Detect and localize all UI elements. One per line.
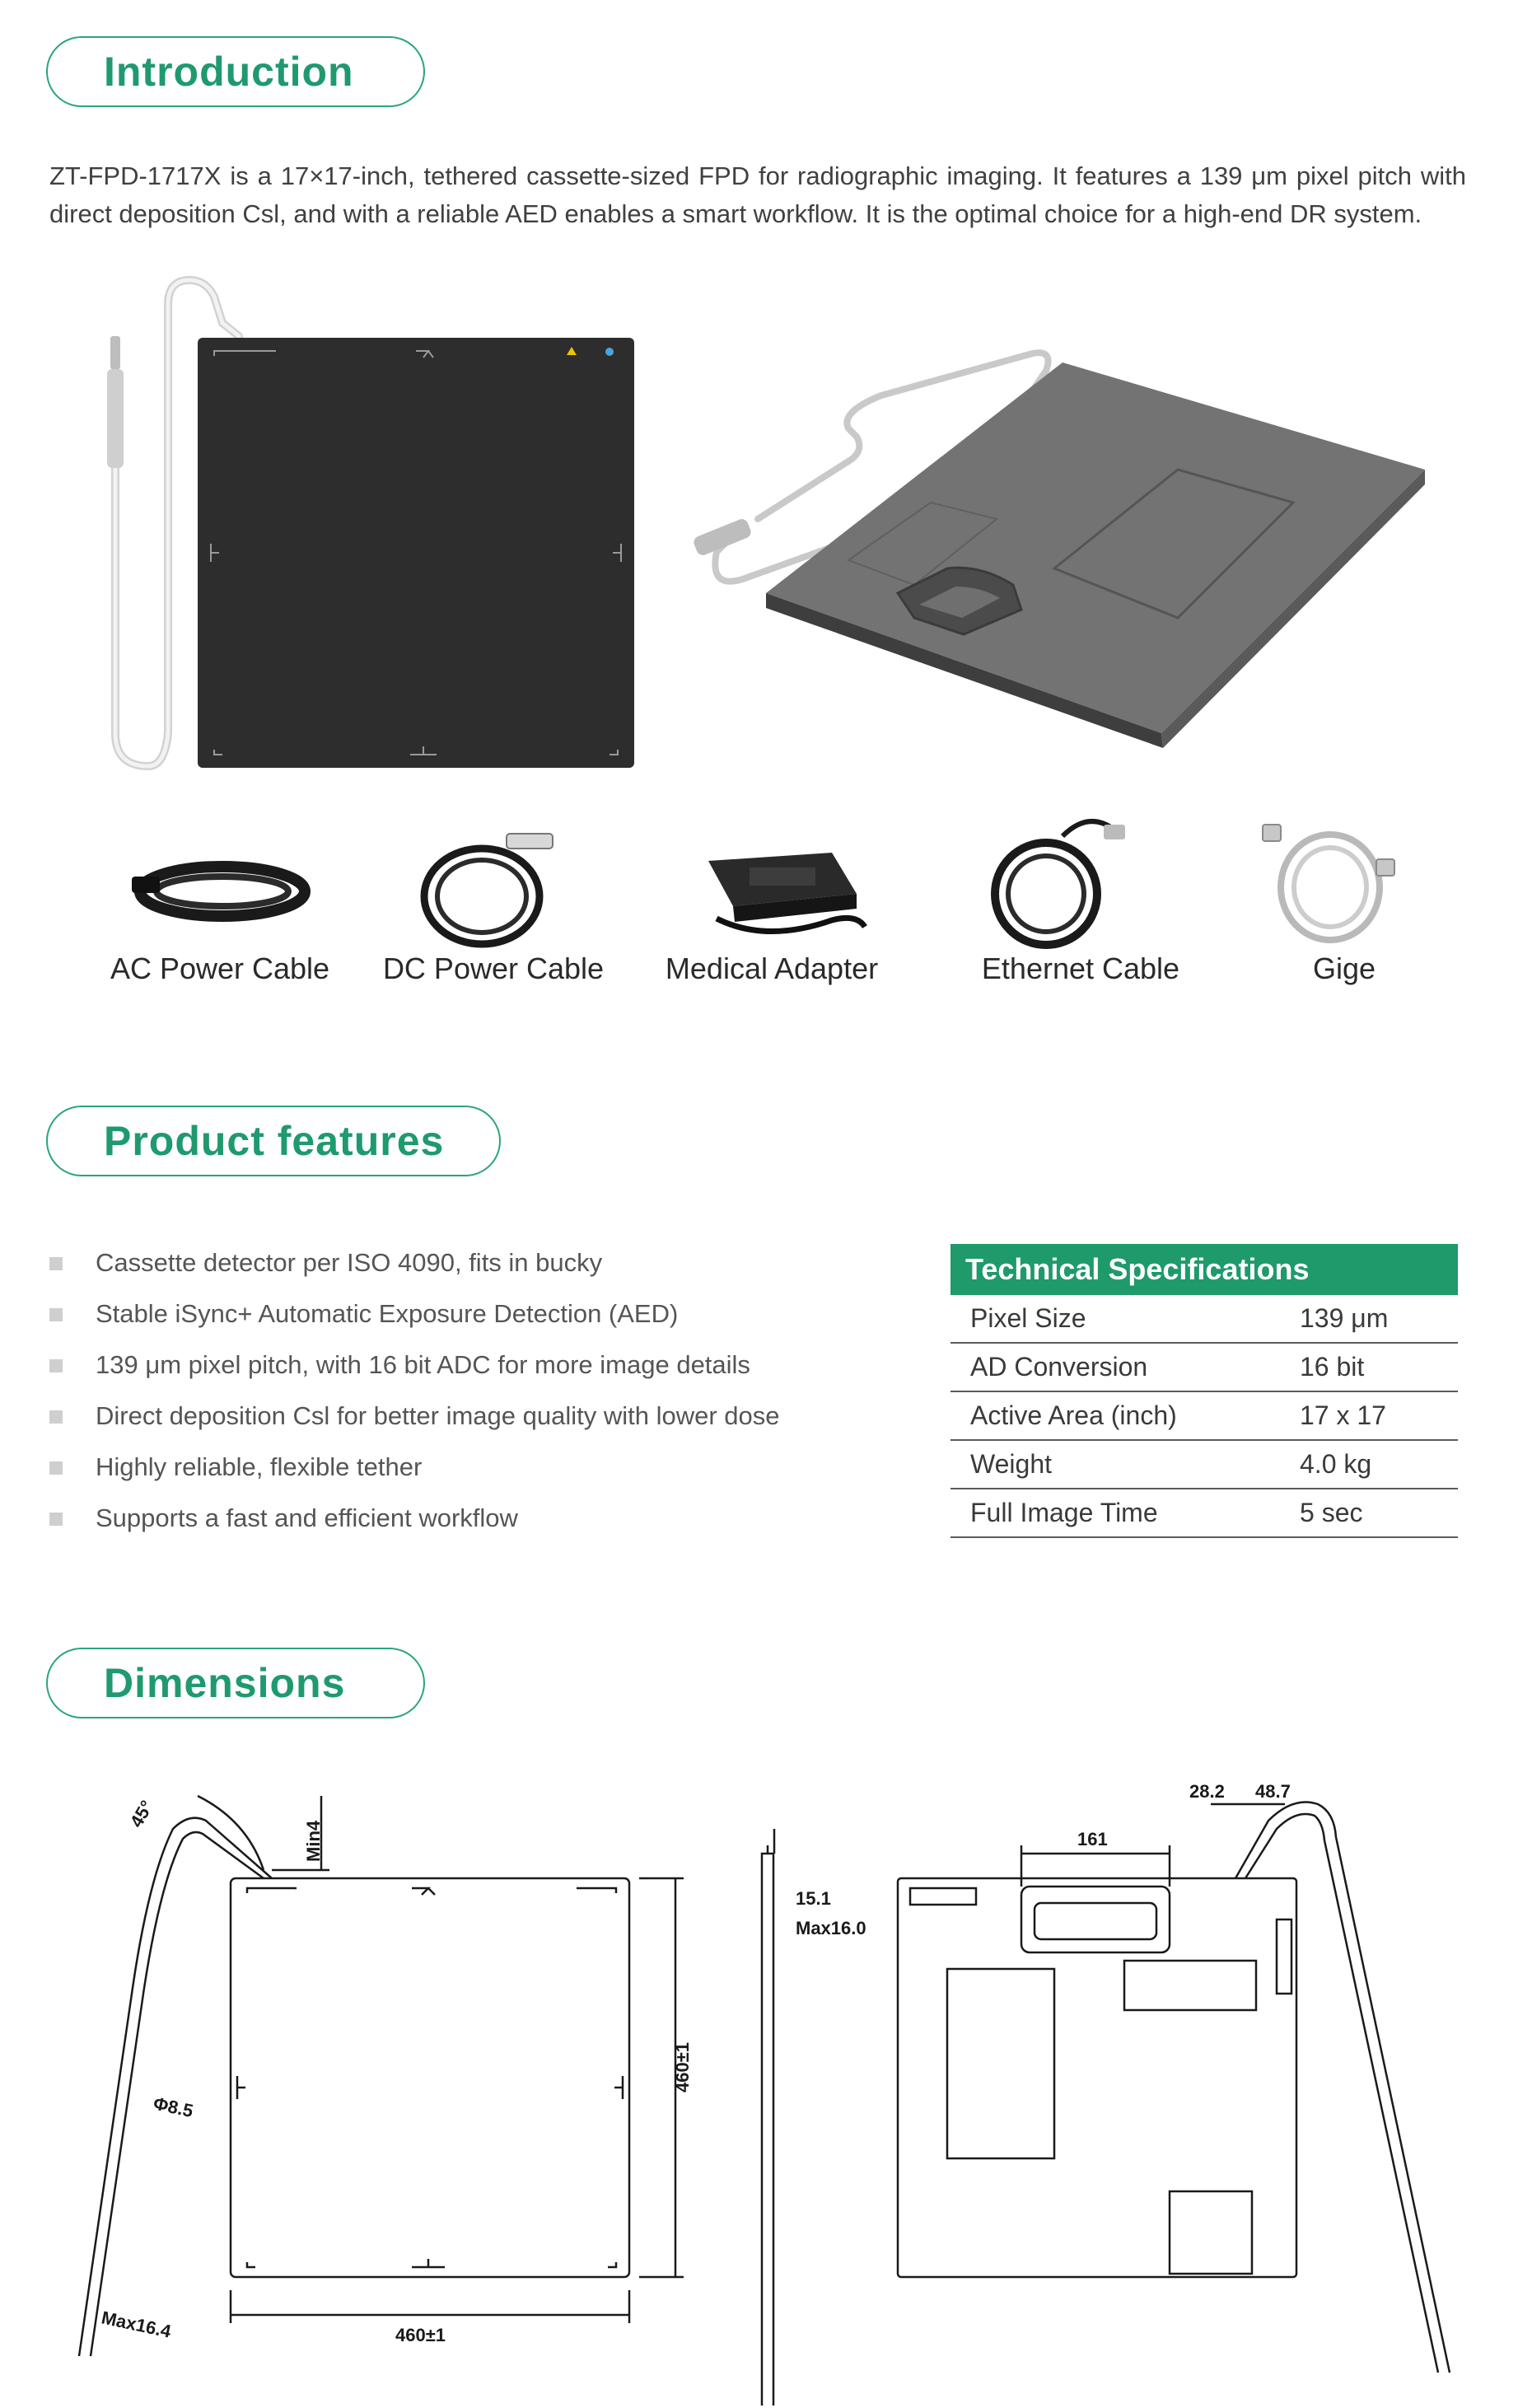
feature-list <box>49 1237 873 1544</box>
bullet-icon <box>49 1308 63 1321</box>
accessory-label-dc-power: DC Power Cable <box>382 952 605 985</box>
table-row: Weight 4.0 kg <box>951 1441 1458 1489</box>
list-item: 139 μm pixel pitch, with 16 bit ADC for more image details <box>49 1340 873 1391</box>
dim-max-thickness: Max16.0 <box>796 1918 866 1938</box>
medical-adapter-icon <box>692 844 873 939</box>
dim-angle: 45° <box>125 1797 157 1831</box>
dim-handle: 161 <box>1077 1829 1108 1849</box>
list-item: Highly reliable, flexible tether <box>49 1442 873 1493</box>
accessory-label-gige: Gige <box>1312 952 1376 985</box>
dim-max-plug: Max16.4 <box>99 2307 173 2342</box>
gige-cable-icon <box>1256 811 1404 952</box>
dim-width: 460±1 <box>395 2325 446 2345</box>
section-title: Product features <box>104 1118 445 1164</box>
dim-height: 460±1 <box>672 2041 693 2092</box>
bullet-icon <box>49 1410 63 1424</box>
accessory-label-ac-power: AC Power Cable <box>110 952 330 985</box>
table-row: Full Image Time 5 sec <box>951 1489 1458 1538</box>
list-item: Stable iSync+ Automatic Exposure Detection (AED) <box>49 1288 873 1340</box>
table-row: AD Conversion 16 bit <box>951 1344 1458 1392</box>
dc-power-cable-icon <box>408 824 564 956</box>
dim-diameter: Φ8.5 <box>151 2092 195 2122</box>
ac-power-cable-icon <box>124 840 321 939</box>
detector-back-image <box>684 346 1425 750</box>
section-header-introduction <box>46 36 425 107</box>
bullet-icon <box>49 1359 63 1372</box>
table-row: Active Area (inch) 17 x 17 <box>951 1392 1458 1441</box>
accessory-label-ethernet: Ethernet Cable <box>981 952 1180 985</box>
bullet-icon <box>49 1461 63 1475</box>
section-title: Dimensions <box>104 1660 346 1706</box>
list-item: Cassette detector per ISO 4090, fits in bucky <box>49 1237 873 1288</box>
dim-min: Min4 <box>303 1820 324 1862</box>
section-title: Introduction <box>104 49 354 95</box>
intro-paragraph: ZT-FPD-1717X is a 17×17-inch, tethered cassette-sized FPD for radiographic imaging. It features a 139 μm pixel pitch with direct deposition Csl, and with a reliable AED enables a smart workflow. It is the optimal choice for a high-end DR system. <box>49 161 1466 228</box>
spec-table <box>951 1244 1458 1538</box>
section-header-features <box>46 1106 501 1176</box>
dim-offset-a: 28.2 <box>1189 1781 1225 1802</box>
table-row: Pixel Size 139 μm <box>951 1295 1458 1344</box>
dimension-drawing <box>0 1746 1518 2406</box>
list-item: Supports a fast and efficient workflow <box>49 1493 873 1544</box>
bullet-icon <box>49 1513 63 1526</box>
section-header-dimensions <box>46 1648 425 1718</box>
detector-front-image <box>99 272 659 783</box>
ethernet-cable-icon <box>980 803 1137 956</box>
dim-offset-b: 48.7 <box>1255 1781 1291 1802</box>
bullet-icon <box>49 1257 63 1270</box>
dim-thickness: 15.1 <box>796 1888 831 1909</box>
accessory-label-medical-adapter: Medical Adapter <box>665 952 879 985</box>
spec-table-title: Technical Specifications <box>951 1244 1458 1295</box>
list-item: Direct deposition Csl for better image quality with lower dose <box>49 1391 873 1442</box>
